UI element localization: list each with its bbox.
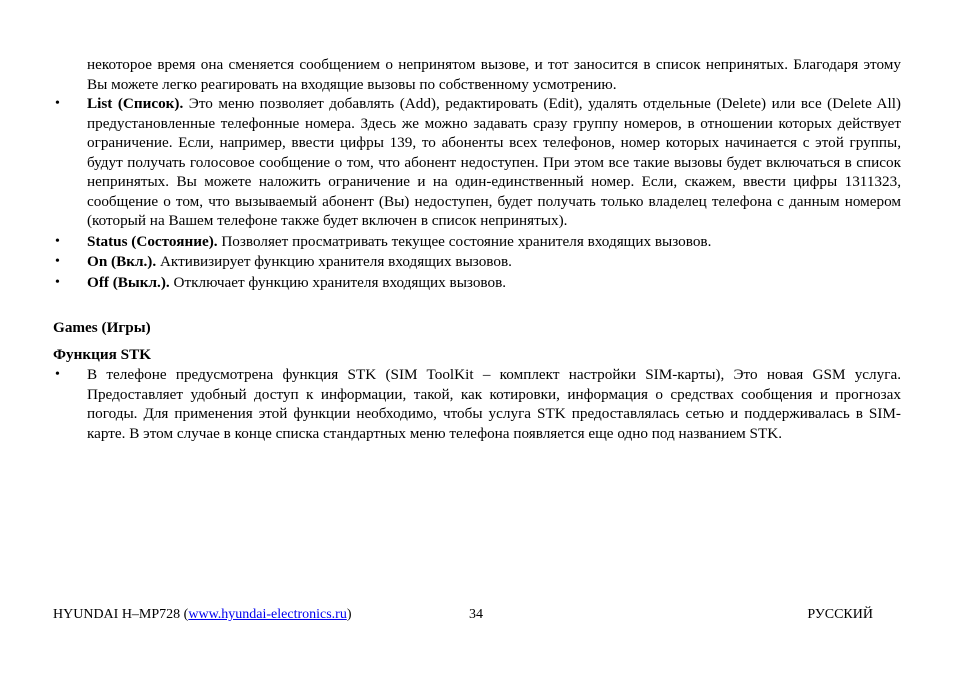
item-text: В телефоне предусмотрена функция STK (SIM ToolKit – комплект настройки SIM-карты), Это новая GSM услуга. Предоставляет удобный доступ к информации, такой, как котировки, информация о средствах сообщения и прогнозах погоды. Для применения этой функции необходимо, чтобы услуга STK предоставлялась сетью и поддерживалась в SIM-карте. В этом случае в конце списка стандартных меню телефона появляется еще одно под названием STK. <box>87 366 901 442</box>
stk-list <box>53 365 901 444</box>
page-footer <box>53 605 873 625</box>
heading-games: Games (Игры) <box>53 319 151 336</box>
bullet-icon: • <box>55 233 60 249</box>
list-item-status <box>53 232 901 252</box>
bullet-icon: • <box>55 254 60 269</box>
item-term: Status (Состояние). <box>87 232 218 250</box>
item-term: Off (Выкл.). <box>87 273 170 291</box>
footer-language: РУССКИЙ <box>807 607 873 622</box>
item-text: Позволяет просматривать текущее состояние хранителя входящих вызовов. <box>217 232 712 250</box>
list-item-list <box>53 94 901 231</box>
item-term: On (Вкл.). <box>87 253 157 270</box>
intro-continuation: некоторое время она сменяется сообщением о непринятом вызове, и тот заносится в список непринятых. Благодаря этому Вы можете легко реагировать на входящие вызовы по собственному усмотрению. <box>87 56 901 93</box>
heading-stk: Функция STK <box>53 346 152 363</box>
item-text: Это меню позволяет добавлять (Add), редактировать (Edit), удалять отдельные (Delete) или все (Delete All) предустановленные телефонные номера. Здесь же можно задавать сразу группу номеров, в отношении которых действует ограничение. Если, например, ввести цифры 139, то абоненты всех телефонов, номер которых начинается с этой группы, будут получать голосовое сообщение о том, что абонент недоступен. При этом все такие вызовы будет включаться в список непринятых. Вы можете наложить ограничение и на один-единственный номер. Если, скажем, ввести цифры 1311323, сообщение о том, что вызываемый абонент (Вы) недоступен, будет получать только владелец телефона с данным номером (который на Вашем телефоне также будет включен в список непринятых). <box>87 95 901 229</box>
list-item-stk <box>53 365 901 443</box>
list-item-off <box>53 273 901 293</box>
page-number: 34 <box>469 607 483 622</box>
item-term: List (Список). <box>87 95 184 112</box>
bullet-icon: • <box>55 274 60 290</box>
item-text: Активизирует функцию хранителя входящих вызовов. <box>156 253 512 270</box>
footer-brand-text: HYUNDAI H–MP728 ( <box>53 607 189 622</box>
footer-brand-close: ) <box>346 607 352 622</box>
menu-options-list <box>53 94 901 293</box>
list-item-on <box>53 252 901 272</box>
footer-brand <box>53 605 352 625</box>
bullet-icon: • <box>55 367 60 382</box>
item-text: Отключает функцию хранителя входящих вызовов. <box>169 273 507 291</box>
footer-link[interactable]: www.hyundai-electronics.ru <box>188 607 347 622</box>
bullet-icon: • <box>55 96 60 111</box>
